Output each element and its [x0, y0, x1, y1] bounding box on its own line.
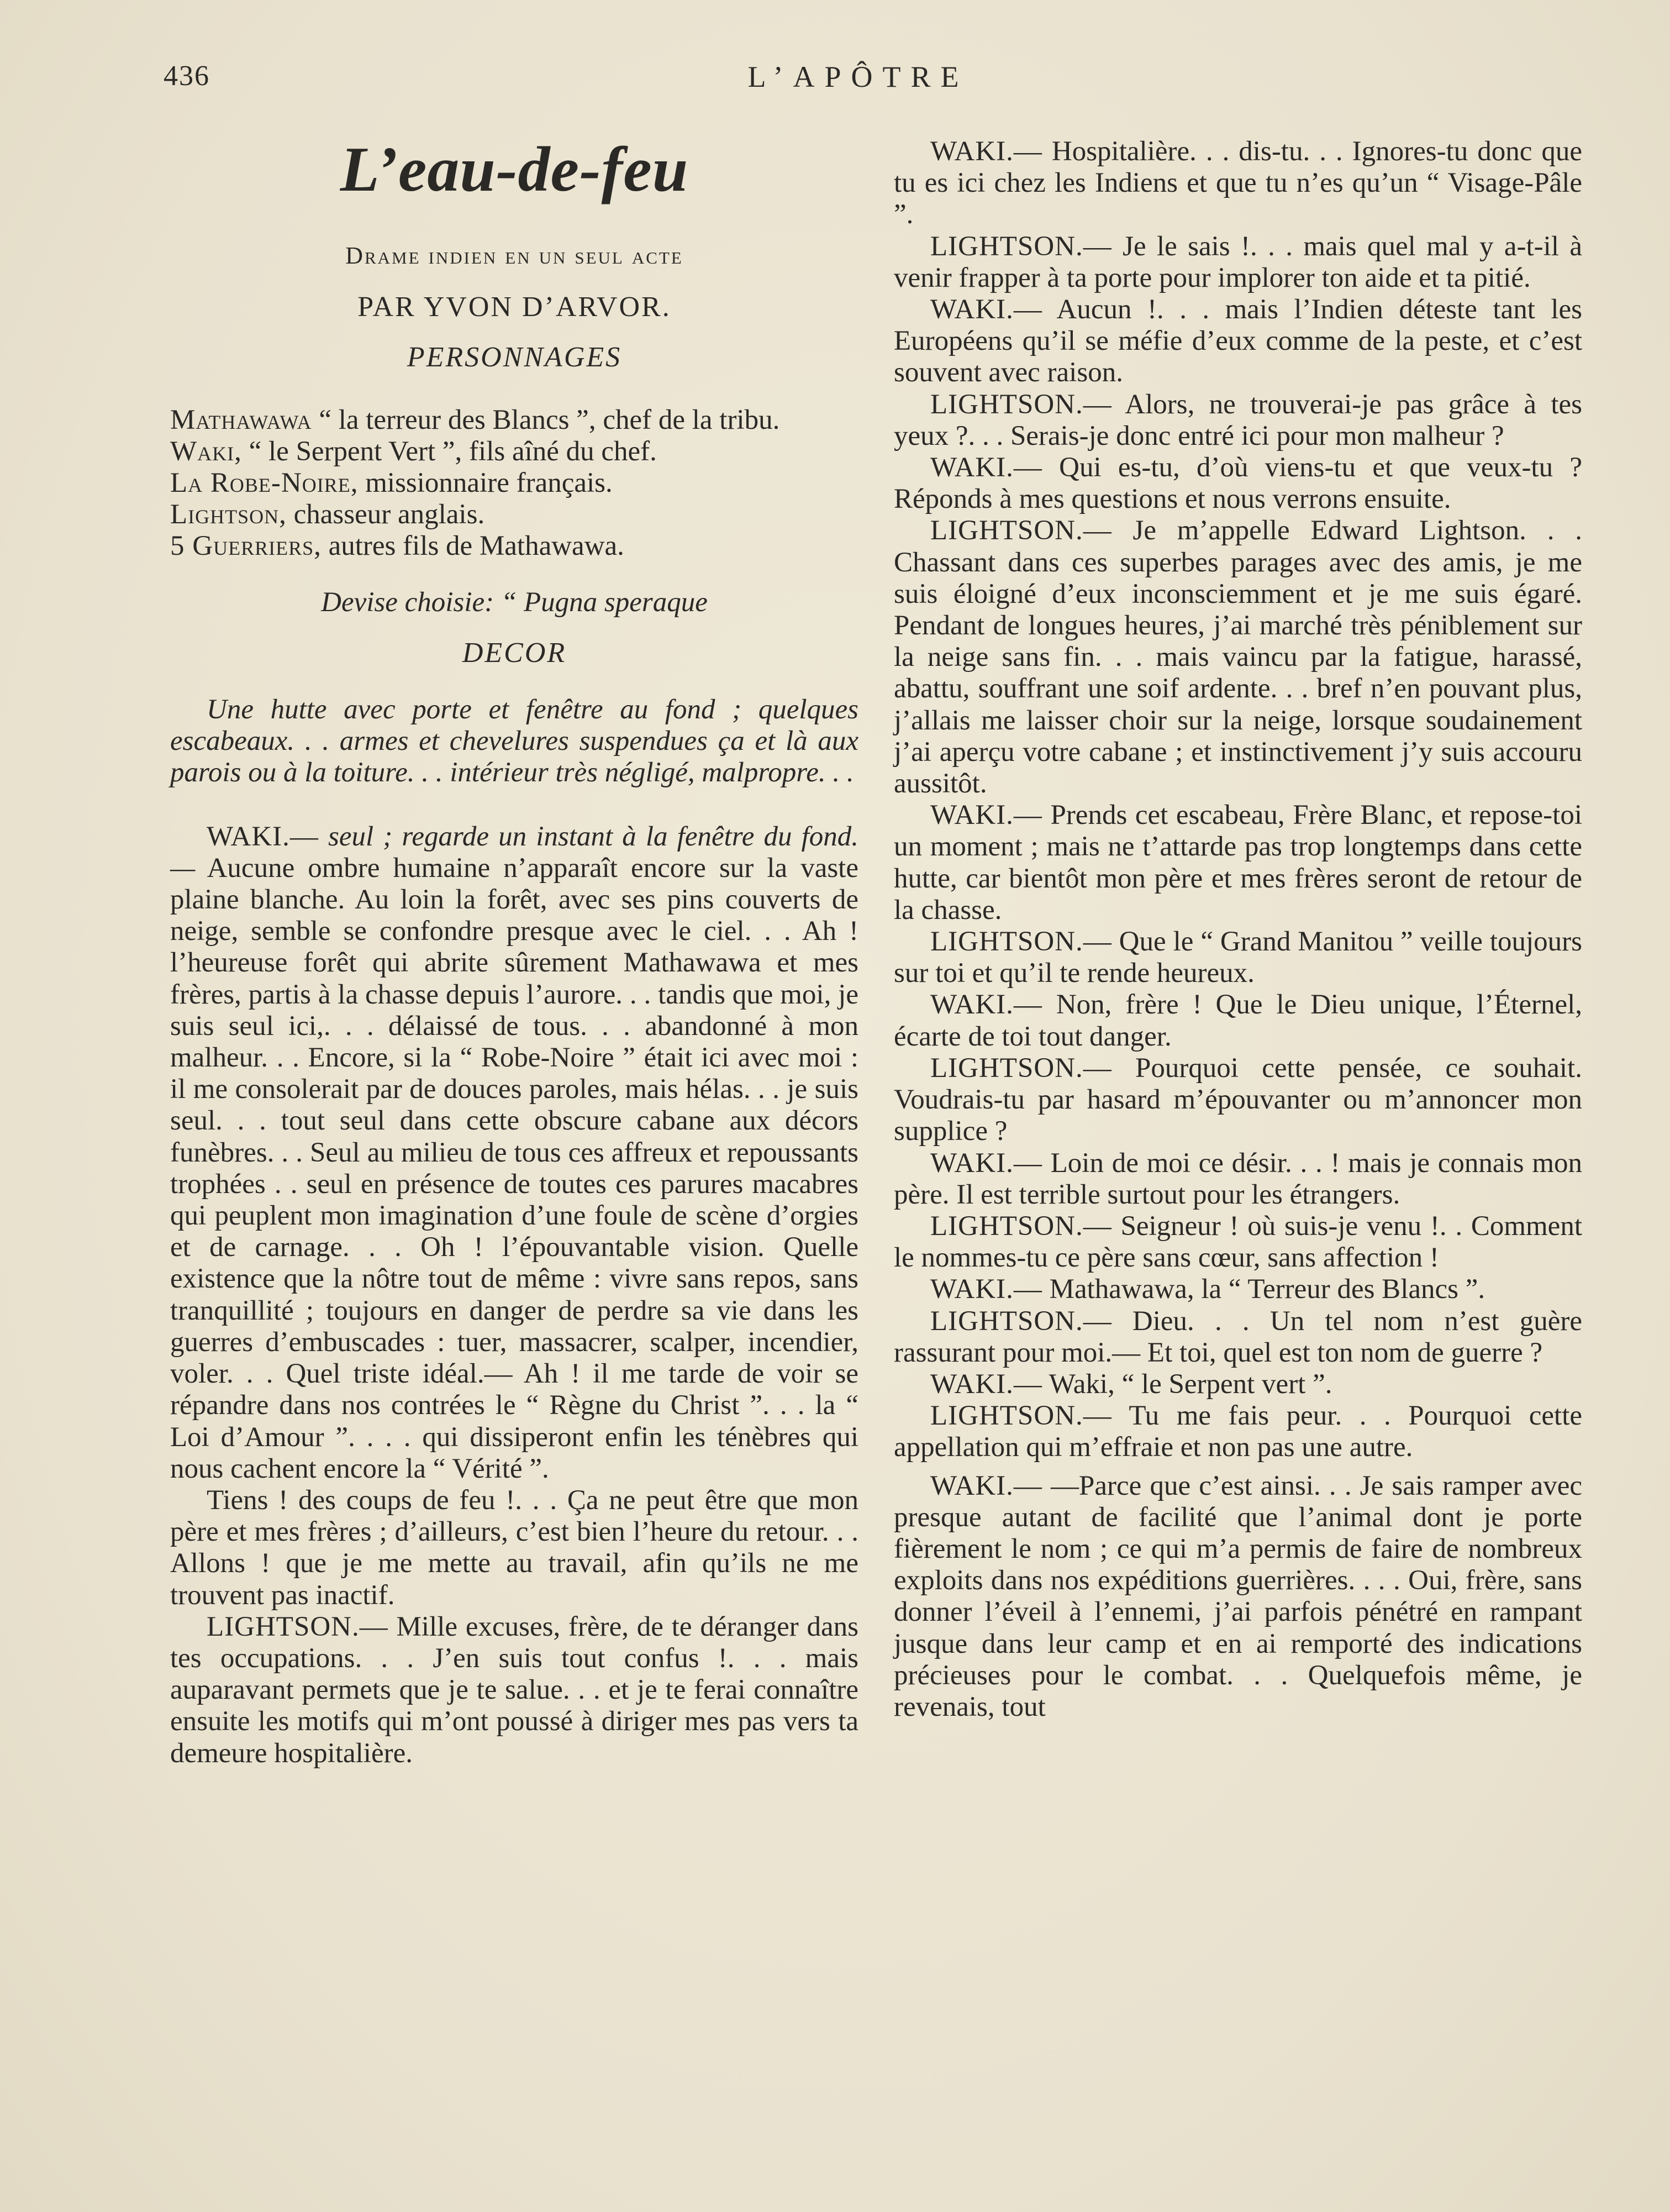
dialogue-text: Loin de moi ce désir. . . ! mais je connais mon père. Il est terrible surtout pour les étrangers. [894, 1147, 1582, 1210]
speaker-name: WAKI.— [930, 1470, 1042, 1501]
dialogue-text: Aucun !. . . mais l’Indien déteste tant les Européens qu’il se méfie d’eux comme de la peste, et c’est souvent avec raison. [894, 294, 1582, 388]
cast-desc: “ le Serpent Vert ”, fils aîné du chef. [241, 435, 657, 467]
dialogue-text: Je le sais !. . . mais quel mal y a-t-il à venir frapper à ta porte pour implorer ton aide et ta pitié. [894, 230, 1582, 293]
dialogue-text: Je m’appelle Edward Lightson. . . Chassant dans ces superbes parages avec des amis, je me suis éloigné d’eux inconsciemment et je me suis égaré. Pendant de longues heures, j’ai marché très péniblement sur la neige sans fin. . . mais vaincu par la fatigue, harassé, abattu, souffrant une soif ardente. . . bref n’en pouvant plus, j’allais me laisser choir sur la neige, lorsque soudainement j’ai aperçu votre cabane ; et instinctivement j’y suis accouru aussitôt. [894, 515, 1582, 800]
devise: Devise choisie: “ Pugna speraque [321, 586, 708, 618]
personnages-heading: PERSONNAGES [407, 341, 622, 374]
speaker-name: WAKI.— [930, 294, 1042, 325]
dialogue-text: Non, frère ! Que le Dieu unique, l’Éternel, écarte de toi tout danger. [894, 989, 1582, 1052]
decor-heading: DECOR [462, 637, 567, 669]
dialogue-paragraph [894, 800, 1582, 926]
speaker-name: WAKI.— [930, 1147, 1042, 1179]
page-header [164, 60, 1553, 109]
cast-name: 5 Guerriers, [170, 530, 322, 562]
dialogue-paragraph [894, 989, 1582, 1052]
cast-entry [170, 467, 858, 499]
cast-entry [170, 404, 858, 436]
speaker-name: LIGHTSON.— [930, 230, 1112, 262]
dialogue-paragraph [894, 231, 1582, 294]
speaker-name: LIGHTSON.— [930, 388, 1112, 420]
speaker-name: LIGHTSON.— [207, 1611, 388, 1642]
dialogue-paragraph [894, 1306, 1582, 1369]
cast-name: Mathawawa [170, 404, 312, 435]
speaker-name: WAKI.— [930, 452, 1042, 484]
dialogue-paragraph [170, 1611, 858, 1769]
cast-name: Lightson, [170, 499, 287, 530]
dialogue-paragraph [894, 515, 1582, 800]
dialogue-paragraph [894, 1470, 1582, 1724]
speaker-name: WAKI.— [930, 1368, 1042, 1400]
dialogue-text: Mathawawa, la “ Terreur des Blancs ”. [1042, 1274, 1485, 1305]
left-column [170, 128, 858, 1769]
cast-name: Waki, [170, 435, 242, 467]
dialogue-text: Seigneur ! où suis-je venu !. . Comment le nommes-tu ce père sans cœur, sans affection ! [894, 1210, 1582, 1274]
stage-direction: seul ; regarde un instant à la fenêtre du fond.— [170, 821, 858, 884]
cast-desc: “ la terreur des Blancs ”, chef de la tribu. [312, 404, 780, 435]
dialogue-paragraph [894, 1369, 1582, 1400]
play-author: PAR YVON D’ARVOR. [357, 291, 671, 323]
dialogue-text: Pourquoi cette pensée, ce souhait. Voudrais-tu par hasard m’épouvanter ou m’annoncer mon supplice ? [894, 1052, 1582, 1147]
speaker-name: LIGHTSON.— [930, 515, 1112, 547]
dialogue-paragraph [894, 389, 1582, 452]
dialogue-text: Que le “ Grand Manitou ” veille toujours sur toi et qu’il te rende heureux. [894, 926, 1582, 989]
cast-name: La Robe-Noire, [170, 467, 359, 499]
right-column [894, 136, 1582, 1723]
page-number: 436 [164, 60, 210, 92]
dialogue-text: Qui es-tu, d’où viens-tu et que veux-tu ? Réponds à mes questions et nous verrons ensuite. [894, 452, 1582, 515]
dialogue-paragraph [894, 452, 1582, 515]
cast-desc: autres fils de Mathawawa. [321, 530, 624, 562]
speaker-name: LIGHTSON.— [930, 1400, 1112, 1432]
dialogue-paragraph [894, 1053, 1582, 1148]
dialogue-paragraph [894, 926, 1582, 989]
speaker-name: WAKI.— [930, 136, 1042, 167]
dialogue-paragraph [894, 1211, 1582, 1274]
dialogue-paragraph: Tiens ! des coups de feu !. . . Ça ne peut être que mon père et mes frères ; d’ailleurs, c’est bien l’heure du retour. . . Allons ! que je me mette au travail, afin qu’ils ne me trouvent pas inactif. [170, 1484, 858, 1611]
decor-description: Une hutte avec porte et fenêtre au fond ; quelques escabeaux. . . armes et chevelures suspendues ça et là aux parois ou à la toiture. . . intérieur très négligé, malpropre. . . [170, 694, 858, 789]
dialogue-text: Dieu. . . Un tel nom n’est guère rassurant pour moi.— Et toi, quel est ton nom de guerre ? [894, 1305, 1582, 1368]
cast-entry [170, 436, 858, 467]
dialogue-text: —Parce que c’est ainsi. . . Je sais ramper avec presque autant de facilité que l’animal dont je porte fièrement le nom ; ce qui m’a permis de faire de nombreux exploits dans nos expéditions guerrières. . . . Oui, frère, sans donner l’éveil à l’ennemi, j’ai parfois pénétré en rampant jusque dans leur camp et en ai remporté des indications précieuses pour le combat. . . Quelquefois même, je revenais, tout [894, 1470, 1582, 1722]
dialogue-text: Alors, ne trouverai-je pas grâce à tes yeux ?. . . Serais-je donc entré ici pour mon malheur ? [894, 388, 1582, 451]
dialogue-paragraph [894, 1274, 1582, 1305]
speaker-name: LIGHTSON.— [930, 1305, 1112, 1337]
play-subtitle: Drame indien en un seul acte [345, 242, 683, 269]
play-title: L’eau-de-feu [340, 134, 689, 205]
dialogue-paragraph [894, 1148, 1582, 1211]
dialogue-text: Mille excuses, frère, de te déranger dans tes occupations. . . J’en suis tout confus !. . . mais auparavant permets que je te salue. . . et je te ferai connaître ensuite les motifs qui m’ont poussé à diriger mes pas vers ta demeure hospitalière. [170, 1611, 858, 1769]
dialogue-paragraph [894, 136, 1582, 231]
cast-entry [170, 499, 858, 530]
cast-desc: chasseur anglais. [286, 499, 485, 530]
speaker-name: WAKI.— [930, 1274, 1042, 1305]
dialogue-text: Waki, “ le Serpent vert ”. [1042, 1368, 1332, 1400]
dialogue-text: Prends cet escabeau, Frère Blanc, et repose-toi un moment ; mais ne t’attarde pas trop longtemps dans cette hutte, car bientôt mon père et mes frères seront de retour de la chasse. [894, 800, 1582, 926]
dialogue-text: Aucune ombre humaine n’apparaît encore sur la vaste plaine blanche. Au loin la forêt, avec ses pins couverts de neige, semble se confondre presque avec le ciel. . . Ah ! l’heureuse forêt qui abrite sûrement Mathawawa et mes frères, partis à la chasse depuis l’aurore. . . tandis que moi, je suis seul ici,. . . délaissé de tous. . . abandonné à mon malheur. . . Encore, si la “ Robe-Noire ” était ici avec moi : il me consolerait par de douces paroles, mais hélas. . . je suis seul. . . tout seul dans cette obscure cabane aux décors funèbres. . . Seul au milieu de tous ces affreux et repoussants trophées . . seul en présence de toutes ces parures macabres qui peuplent mon imagination d’une foule de scène d’orgies et de carnage. . . Oh ! l’épouvantable vision. Quelle existence que la nôtre tout de même : vivre sans repos, sans tranquillité ; toujours en danger de perdre sa vie dans les guerres d’embuscades : tuer, massacrer, scalper, incendier, voler. . . Quel triste idéal.— Ah ! il me tarde de voir se répandre dans nos contrées le “ Règne du Christ ”. . . la “ Loi d’Amour ”. . . . qui dissiperont enfin les ténèbres qui nous cachent encore la “ Vérité ”. [170, 852, 858, 1484]
speaker-name: LIGHTSON.— [930, 926, 1112, 958]
running-title: L’APÔTRE [747, 60, 969, 93]
dialogue-text: Tu me fais peur. . . Pourquoi cette appellation qui m’effraie et non pas une autre. [894, 1400, 1582, 1463]
cast-desc: missionnaire français. [358, 467, 613, 499]
dialogue-text: Hospitalière. . . dis-tu. . . Ignores-tu donc que tu es ici chez les Indiens et que tu n’es qu’un “ Visage-Pâle ”. [894, 136, 1582, 230]
speaker-name: WAKI.— [930, 800, 1042, 831]
speaker-name: WAKI.— [930, 989, 1042, 1021]
cast-entry [170, 530, 858, 562]
speaker-name: WAKI.— [207, 821, 319, 852]
dialogue-paragraph [894, 1400, 1582, 1463]
dialogue-paragraph [170, 821, 858, 1485]
cast-list [170, 404, 858, 563]
speaker-name: LIGHTSON.— [930, 1052, 1112, 1084]
dialogue-paragraph [894, 294, 1582, 389]
speaker-name: LIGHTSON.— [930, 1210, 1112, 1242]
